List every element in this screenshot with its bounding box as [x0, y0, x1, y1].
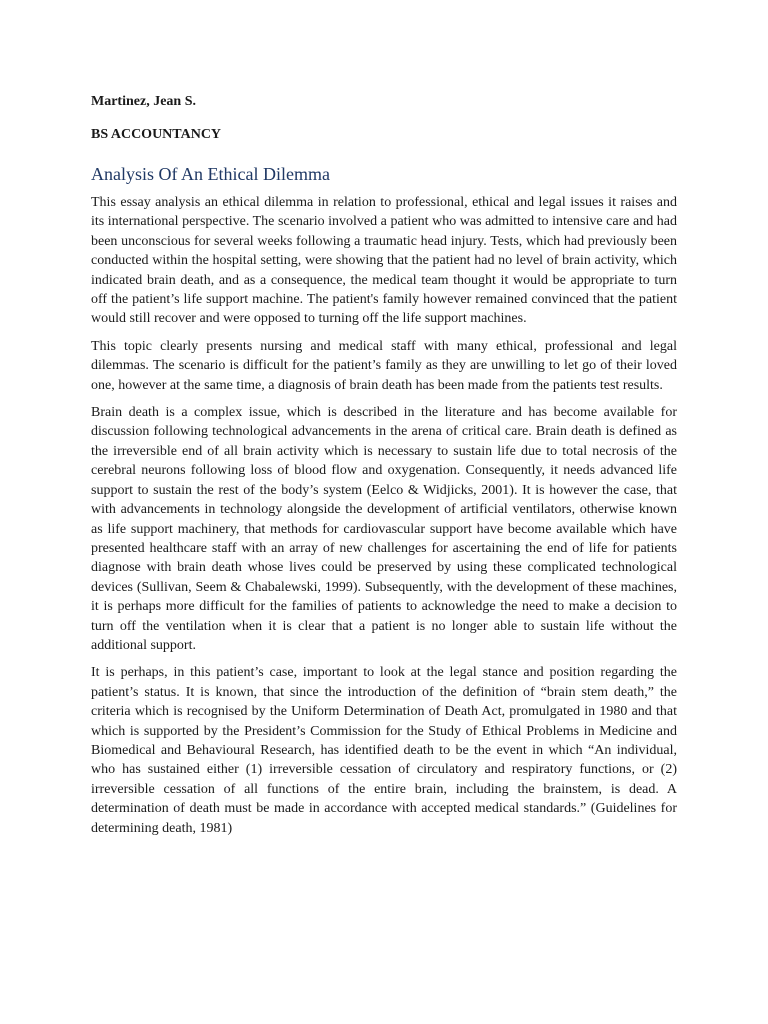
paragraph-3: Brain death is a complex issue, which is described in the literature and has become available for discussion following technological advancements in the arena of critical care. Brain death is defined as the irreversible end of all brain activity which is necessary to sustain life due to total necrosis of the cerebral neurons following loss of blood flow and oxygenation. Consequently, it needs advanced life support to sustain the rest of the body’s system (Eelco & Widjicks, 2001). It is however the case, that with advancements in technology alongside the development of artificial ventilators, otherwise known as life support machinery, that methods for cardiovascular support have become available which have presented healthcare staff with an array of new challenges for ascertaining the end of life for patients diagnose with brain death whose lives could be preserved by using these complicated technological devices (Sullivan, Seem & Chabalewski, 1999). Subsequently, with the development of these machines, it is perhaps more difficult for the families of patients to acknowledge the need to make a decision to turn off the ventilation when it is clear that a patient is no longer able to sustain life without the additional support. [91, 405, 677, 653]
program-name: BS ACCOUNTANCY [91, 127, 222, 142]
essay-title: Analysis Of An Ethical Dilemma [91, 164, 330, 184]
author-name: Martinez, Jean S. [91, 94, 196, 109]
paragraph-4: It is perhaps, in this patient’s case, important to look at the legal stance and position regarding the patient’s status. It is known, that since the introduction of the definition of “brain stem death,” the criteria which is recognised by the Uniform Determination of Death Act, promulgated in 1980 and that which is supported by the President’s Commission for the Study of Ethical Problems in Medicine and Biomedical and Behavioural Research, has identified death to be the event in which “An individual, who has sustained either (1) irreversible cessation of circulatory and respiratory functions, or (2) irreversible cessation of all functions of the entire brain, including the brainstem, is dead. A determination of death must be made in accordance with accepted medical standards.” (Guidelines for determining death, 1981) [91, 665, 677, 836]
document-page [91, 93, 677, 838]
paragraph-2: This topic clearly presents nursing and medical staff with many ethical, professional and legal dilemmas. The scenario is difficult for the patient’s family as they are unwilling to let go of their loved one, however at the same time, a diagnosis of brain death has been made from the patients test results. [91, 338, 677, 393]
paragraph-1: This essay analysis an ethical dilemma in relation to professional, ethical and legal issues it raises and its international perspective. The scenario involved a patient who was admitted to intensive care and had been unconscious for several weeks following a traumatic head injury. Tests, which had previously been conducted within the hospital setting, were showing that the patient had no level of brain activity, which indicated brain death, and as a consequence, the medical team thought it would be appropriate to turn off the patient’s life support machine. The patient's family however remained convinced that the patient would still recover and were opposed to turning off the life support machines. [91, 195, 677, 327]
